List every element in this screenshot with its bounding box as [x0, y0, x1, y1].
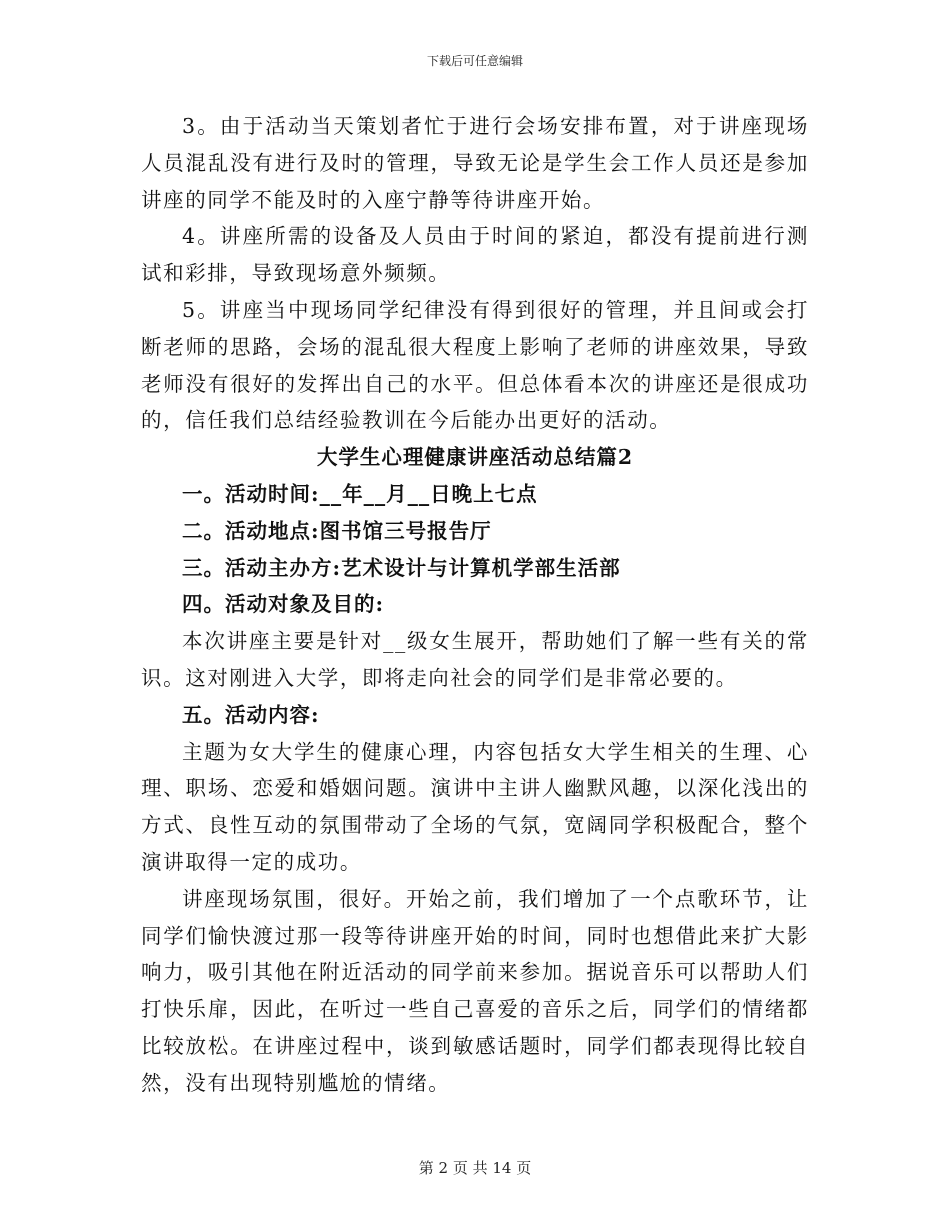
activity-target-text: 本次讲座主要是针对__级女生展开，帮助她们了解一些有关的常识。这对刚进入大学，即将走向社会的同学们是非常必要的。 [141, 629, 809, 690]
section-title: 大学生心理健康讲座活动总结篇2 [316, 445, 634, 470]
activity-content-paragraph-2: 讲座现场氛围，很好。开始之前，我们增加了一个点歌环节，让同学们愉快渡过那一段等待讲座开始的时间，同时也想借此来扩大影响力，吸引其他在附近活动的同学前来参加。据说音乐可以帮助人们打快乐扉，因此，在听过一些自己喜爱的音乐之后，同学们的情绪都比较放松。在讲座过程中，谈到敏感话题时，同学们都表现得比较自然，没有出现特别尴尬的情绪。 [141, 886, 809, 1095]
activity-place: 二。活动地点:图书馆三号报告厅 [182, 518, 492, 543]
activity-time: 一。活动时间:__年__月__日晚上七点 [182, 481, 538, 506]
paragraph-item-3: 3。由于活动当天策划者忙于进行会场安排布置，对于讲座现场人员混乱没有进行及时的管理，导致无论是学生会工作人员还是参加讲座的同学不能及时的入座宁静等待讲座开始。 [141, 114, 809, 212]
page-header: 下载后可任意编辑 [426, 54, 523, 68]
document-body [141, 108, 809, 1102]
activity-organizer: 三。活动主办方:艺术设计与计算机学部生活部 [182, 555, 621, 580]
activity-content-paragraph-1: 主题为女大学生的健康心理，内容包括女大学生相关的生理、心理、职场、恋爱和婚姻问题。演讲中主讲人幽默风趣，以深化浅出的方式、良性互动的氛围带动了全场的气氛，宽阔同学积极配合，整个演讲取得一定的成功。 [141, 739, 809, 874]
paragraph-item-5: 5。讲座当中现场同学纪律没有得到很好的管理，并且间或会打断老师的思路，会场的混乱很大程度上影响了老师的讲座效果，导致老师没有很好的发挥出自己的水平。但总体看本次的讲座还是很成功的，信任我们总结经验教训在今后能办出更好的活动。 [141, 297, 809, 433]
page-number-footer: 第 2 页 共 14 页 [418, 1159, 532, 1177]
activity-content-heading: 五。活动内容: [182, 702, 320, 727]
paragraph-item-4: 4。讲座所需的设备及人员由于时间的紧迫，都没有提前进行测试和彩排，导致现场意外频频。 [141, 224, 809, 286]
activity-target-heading: 四。活动对象及目的: [182, 592, 385, 617]
